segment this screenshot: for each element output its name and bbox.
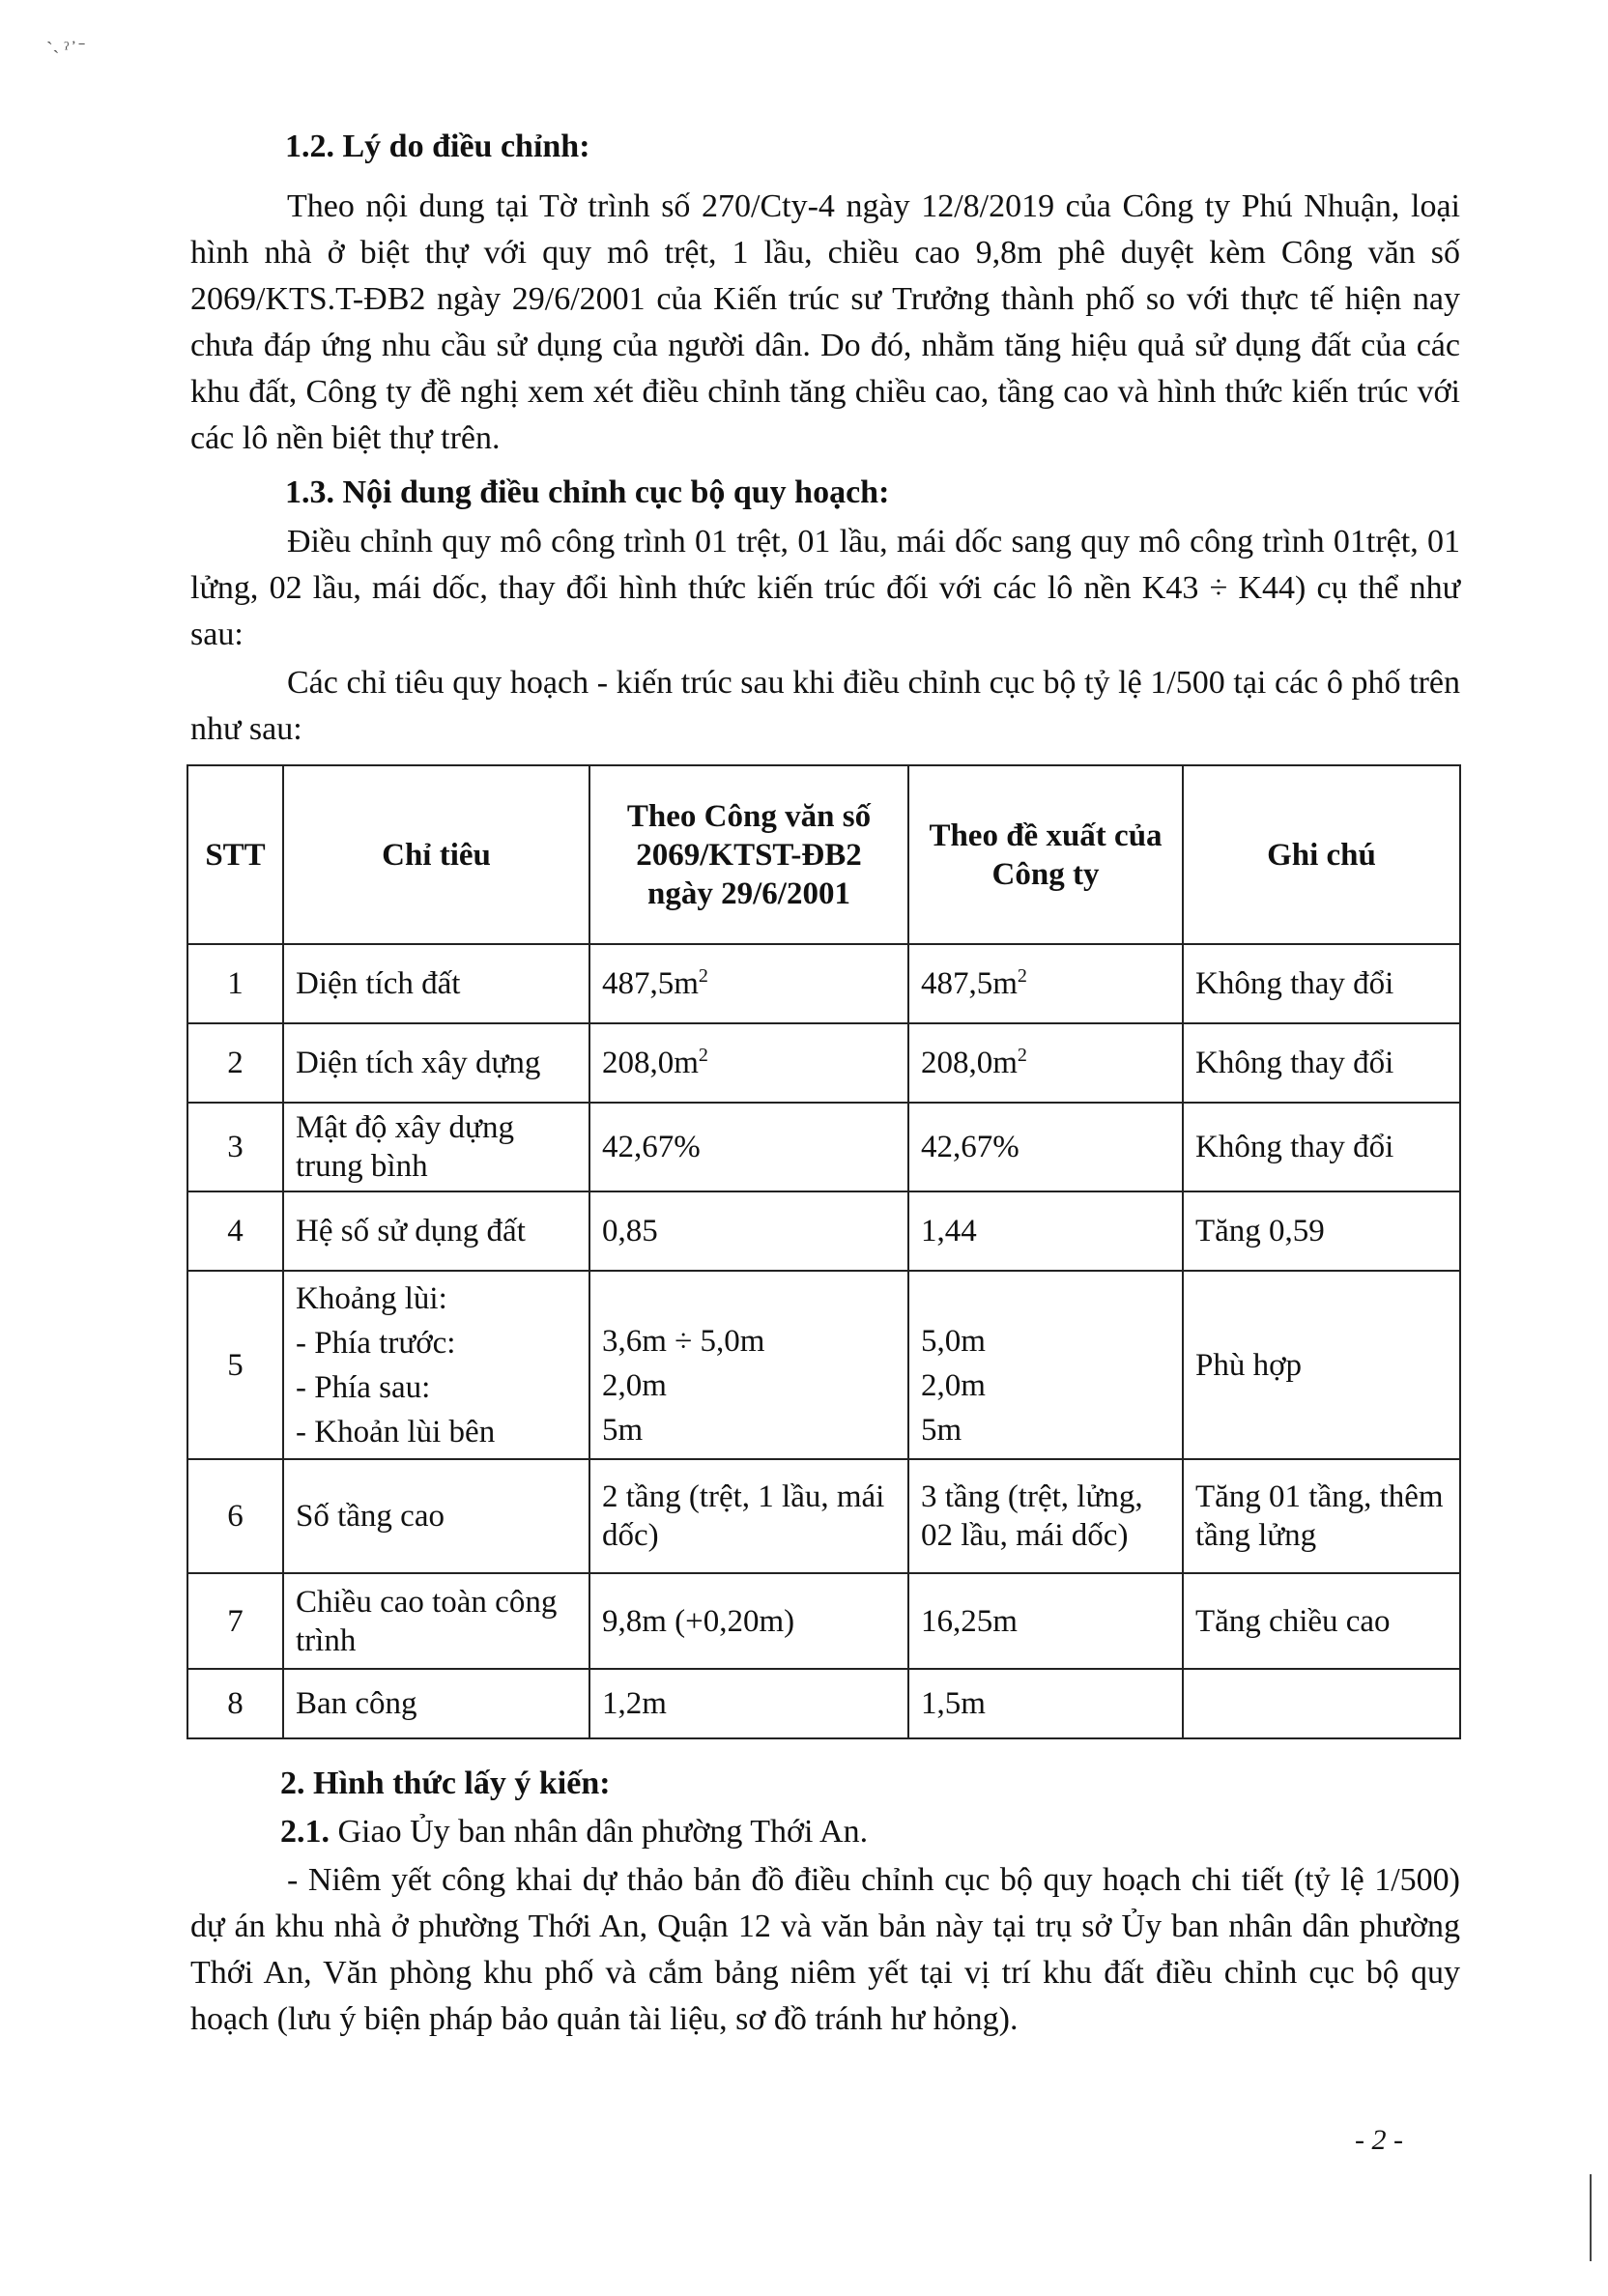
row-stt: 1 bbox=[187, 944, 283, 1023]
row-ghi-chu: Tăng 01 tầng, thêm tầng lửng bbox=[1183, 1459, 1460, 1573]
table-row bbox=[187, 1103, 1460, 1191]
page-number: - 2 - bbox=[1355, 2124, 1403, 2156]
row-ghi-chu bbox=[1183, 1669, 1460, 1738]
row-chi-tieu: Số tầng cao bbox=[283, 1459, 589, 1573]
indicators-intro-paragraph: Các chỉ tiêu quy hoạch - kiến trúc sau khi điều chỉnh cục bộ tỷ lệ 1/500 tại các ô phố trên như sau: bbox=[190, 665, 1460, 747]
row-stt: 5 bbox=[187, 1271, 283, 1459]
row-stt: 7 bbox=[187, 1573, 283, 1669]
item-text: Giao Ủy ban nhân dân phường Thới An. bbox=[330, 1814, 869, 1850]
row-chi-tieu: Ban công bbox=[283, 1669, 589, 1738]
row-chi-tieu: Diện tích đất bbox=[283, 944, 589, 1023]
row-de-xuat: $487,5m^2$ bbox=[908, 944, 1183, 1023]
row-de-xuat: 1,44 bbox=[908, 1191, 1183, 1271]
row-chi-tieu: Diện tích xây dựng bbox=[283, 1023, 589, 1103]
table-row bbox=[187, 1023, 1460, 1103]
row-chi-tieu: Mật độ xây dựng trung bình bbox=[283, 1103, 589, 1191]
row-ghi-chu: Không thay đổi bbox=[1183, 1023, 1460, 1103]
row-de-xuat: 42,67% bbox=[908, 1103, 1183, 1191]
table-row bbox=[187, 944, 1460, 1023]
header-cong-van: Theo Công văn số 2069/KTST-ĐB2 ngày 29/6/2001 bbox=[589, 765, 908, 944]
adjustment-paragraph: Điều chỉnh quy mô công trình 01 trệt, 01 lầu, mái dốc sang quy mô công trình 01trệt, 01 lửng, 02 lầu, mái dốc, thay đổi hình thức kiến trúc đối với các lô nền K43 ÷ K44) cụ thể như sau: bbox=[190, 524, 1460, 652]
row-de-xuat: $208,0m^2$ bbox=[908, 1023, 1183, 1103]
row-cong-van: 1,2m bbox=[589, 1669, 908, 1738]
table-row bbox=[187, 1669, 1460, 1738]
section-heading-consultation: 2. Hình thức lấy ý kiến: bbox=[280, 1765, 611, 1801]
table-row bbox=[187, 1271, 1460, 1459]
planning-indicators-table bbox=[187, 764, 1461, 1739]
header-stt: STT bbox=[187, 765, 283, 944]
row-chi-tieu: Hệ số sử dụng đất bbox=[283, 1191, 589, 1271]
row-stt: 3 bbox=[187, 1103, 283, 1191]
row-ghi-chu: Tăng 0,59 bbox=[1183, 1191, 1460, 1271]
row-ghi-chu: Phù hợp bbox=[1183, 1271, 1460, 1459]
header-chi-tieu: Chỉ tiêu bbox=[283, 765, 589, 944]
row-de-xuat: 16,25m bbox=[908, 1573, 1183, 1669]
row-cong-van: $487,5m^2$ bbox=[589, 944, 908, 1023]
section-heading-adjustment: 1.3. Nội dung điều chỉnh cục bộ quy hoạch: bbox=[285, 474, 890, 510]
row-stt: 2 bbox=[187, 1023, 283, 1103]
row-cong-van: 3,6m ÷ 5,0m 2,0m 5m bbox=[589, 1271, 908, 1459]
row-de-xuat: 5,0m 2,0m 5m bbox=[908, 1271, 1183, 1459]
row-de-xuat: 3 tầng (trệt, lửng, 02 lầu, mái dốc) bbox=[908, 1459, 1183, 1573]
section-heading-reason: 1.2. Lý do điều chỉnh: bbox=[285, 129, 590, 164]
table-row bbox=[187, 1191, 1460, 1271]
row-stt: 4 bbox=[187, 1191, 283, 1271]
row-cong-van: 9,8m (+0,20m) bbox=[589, 1573, 908, 1669]
scan-artifact: ˋ˴ ˀ ̓ ˉ bbox=[46, 39, 85, 60]
header-ghi-chu: Ghi chú bbox=[1183, 765, 1460, 944]
row-cong-van: $208,0m^2$ bbox=[589, 1023, 908, 1103]
row-ghi-chu: Không thay đổi bbox=[1183, 944, 1460, 1023]
reason-paragraph: Theo nội dung tại Tờ trình số 270/Cty-4 ngày 12/8/2019 của Công ty Phú Nhuận, loại hình nhà ở biệt thự với quy mô trệt, 1 lầu, chiều cao 9,8m phê duyệt kèm Công văn số 2069/KTS.T-ĐB2 ngày 29/6/2001 của Kiến trúc sư Trưởng thành phố so với thực tế hiện nay chưa đáp ứng nhu cầu sử dụng của người dân. Do đó, nhằm tăng hiệu quả sử dụng đất của các khu đất, Công ty đề nghị xem xét điều chỉnh tăng chiều cao, tầng cao và hình thức kiến trúc với các lô nền biệt thự trên. bbox=[190, 188, 1460, 456]
header-de-xuat: Theo đề xuất của Công ty bbox=[908, 765, 1183, 944]
row-stt: 8 bbox=[187, 1669, 283, 1738]
row-cong-van: 42,67% bbox=[589, 1103, 908, 1191]
table-header-row bbox=[187, 765, 1460, 944]
item-2-1 bbox=[280, 1809, 868, 1855]
posting-paragraph: - Niêm yết công khai dự thảo bản đồ điều chỉnh cục bộ quy hoạch chi tiết (tỷ lệ 1/500) dự án khu nhà ở phường Thới An, Quận 12 và văn bản này tại trụ sở Ủy ban nhân dân phường Thới An, Văn phòng khu phố và cắm bảng niêm yết tại vị trí khu đất điều chỉnh cục bộ quy hoạch (lưu ý biện pháp bảo quản tài liệu, sơ đồ tránh hư hỏng). bbox=[190, 1862, 1460, 2037]
row-chi-tieu: Chiều cao toàn công trình bbox=[283, 1573, 589, 1669]
row-de-xuat: 1,5m bbox=[908, 1669, 1183, 1738]
table-row bbox=[187, 1573, 1460, 1669]
row-cong-van: 2 tầng (trệt, 1 lầu, mái dốc) bbox=[589, 1459, 908, 1573]
row-ghi-chu: Không thay đổi bbox=[1183, 1103, 1460, 1191]
row-stt: 6 bbox=[187, 1459, 283, 1573]
row-chi-tieu: Khoảng lùi: - Phía trước: - Phía sau: - Khoản lùi bên bbox=[283, 1271, 589, 1459]
table-row bbox=[187, 1459, 1460, 1573]
row-cong-van: 0,85 bbox=[589, 1191, 908, 1271]
scan-edge-line bbox=[1590, 2174, 1592, 2261]
item-number: 2.1. bbox=[280, 1814, 330, 1850]
row-ghi-chu: Tăng chiều cao bbox=[1183, 1573, 1460, 1669]
